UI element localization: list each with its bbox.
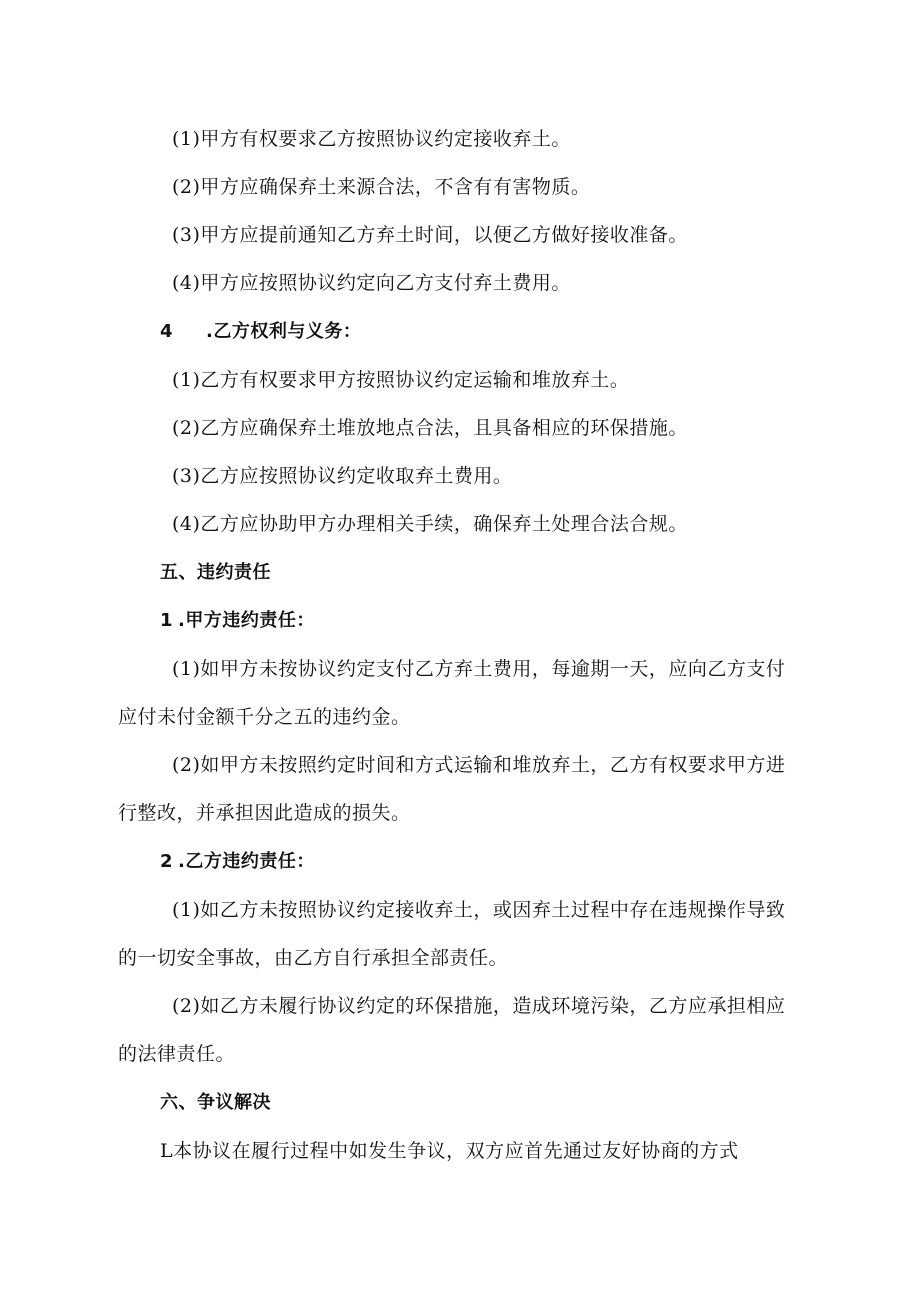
liability-b2-line1: (2)如乙方未履行协议约定的环保措施，造成环境污染，乙方应承担相应 (172, 995, 786, 1017)
liability-a1-line1: (1)如甲方未按协议约定支付乙方弃土费用，每逾期一天，应向乙方支付 (172, 658, 786, 680)
heading-party-a-liability (160, 609, 315, 633)
heading-text: .乙方违约责任： (178, 851, 315, 872)
clause-a3: (3)甲方应提前通知乙方弃土时间，以便乙方做好接收准备。 (172, 224, 688, 246)
heading-party-b-rights (160, 320, 361, 344)
heading-text: .甲方违约责任： (178, 610, 315, 631)
liability-b2-line2: 的法律责任。 (118, 1043, 236, 1065)
heading-number: 1 (160, 610, 174, 631)
clause-b3: (3)乙方应按照协议约定收取弃土费用。 (172, 465, 513, 487)
liability-a1-line2: 应付未付金额千分之五的违约金。 (118, 706, 411, 728)
section-heading-liability: 五、违约责任 (160, 562, 271, 583)
liability-a2-line2: 行整改，并承担因此造成的损失。 (118, 802, 411, 824)
liability-a2-line1: (2)如甲方未按照约定时间和方式运输和堆放弃土，乙方有权要求甲方进 (172, 754, 786, 776)
clause-b1: (1)乙方有权要求甲方按照协议约定运输和堆放弃土。 (172, 369, 630, 391)
clause-a4: (4)甲方应按照协议约定向乙方支付弃土费用。 (172, 272, 571, 294)
clause-a2: (2)甲方应确保弃土来源合法，不含有有害物质。 (172, 176, 591, 198)
clause-b4: (4)乙方应协助甲方办理相关手续，确保弃土处理合法合规。 (172, 513, 688, 535)
heading-number: 4 (160, 321, 174, 342)
section-heading-dispute: 六、争议解决 (160, 1092, 271, 1113)
heading-number: 2 (160, 851, 174, 872)
heading-party-b-liability (160, 850, 315, 874)
clause-a1: (1)甲方有权要求乙方按照协议约定接收弃土。 (172, 128, 571, 150)
dispute-clause-1: L本协议在履行过程中如发生争议，双方应首先通过友好协商的方式 (160, 1140, 739, 1162)
liability-b1-line2: 的一切安全事故，由乙方自行承担全部责任。 (118, 947, 509, 969)
heading-text: .乙方权利与义务： (206, 321, 362, 342)
liability-b1-line1: (1)如乙方未按照协议约定接收弃土，或因弃土过程中存在违规操作导致 (172, 899, 786, 921)
clause-b2: (2)乙方应确保弃土堆放地点合法，且具备相应的环保措施。 (172, 417, 688, 439)
